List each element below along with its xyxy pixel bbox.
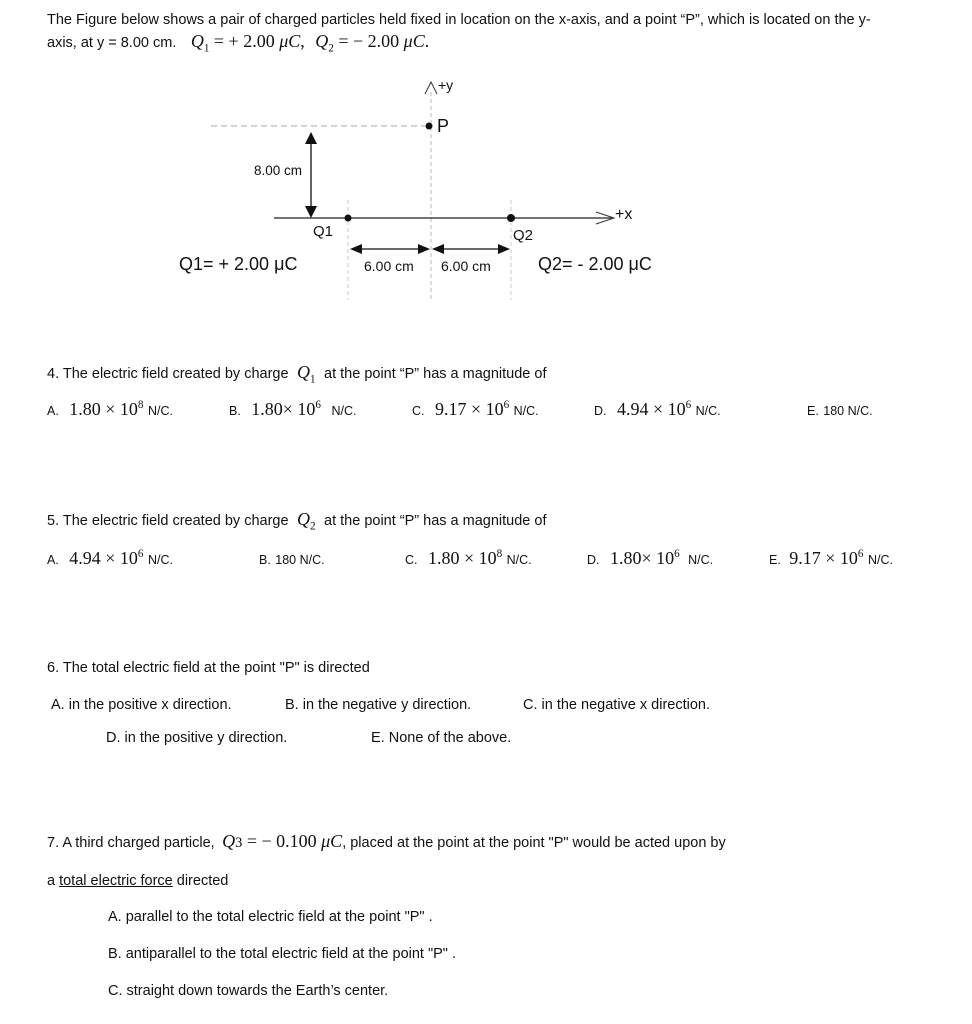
q7-option-b[interactable]: B. antiparallel to the total electric field at the point "P" . xyxy=(108,946,457,962)
q5-option-c[interactable]: C. $1.80 \times 10^8$ N/C. xyxy=(405,548,532,568)
q4-option-e[interactable]: E. 180 N/C. xyxy=(807,404,873,418)
q5-option-a[interactable]: A. $4.94 \times 10^6$ N/C. xyxy=(47,548,173,568)
q1-charge-label: Q1= + 2.00 μC xyxy=(179,254,298,274)
q4-option-c[interactable]: C. $9.17 \times 10^6$ N/C. xyxy=(412,399,539,419)
q5-option-b[interactable]: B. 180 N/C. xyxy=(259,553,325,567)
left-distance-arrow-l xyxy=(350,244,362,254)
intro-line-1: The Figure below shows a pair of charged particles held fixed in location on the x-axis, and a point “P”, which is located on the y- xyxy=(47,12,871,28)
q7-stem-line-2: a total electric force directed xyxy=(47,873,229,889)
q6-option-d[interactable]: D. in the positive y direction. xyxy=(106,730,288,746)
q1-dot xyxy=(345,215,352,222)
point-p-dot xyxy=(426,123,433,130)
left-distance-arrow-r xyxy=(418,244,430,254)
q7-stem: 7. A third charged particle, Q3 = − 0.100 μC, placed at the point at the point "P" would be acted upon by xyxy=(47,831,726,851)
total-electric-force-underlined: total electric force xyxy=(59,873,173,889)
q1-definition: $Q_1$ = + 2.00 μC, xyxy=(190,31,305,55)
q4-option-d[interactable]: D. $4.94 \times 10^6$ N/C. xyxy=(594,399,721,419)
plus-x-label: +x xyxy=(615,206,633,223)
q7-option-a[interactable]: A. parallel to the total electric field at the point "P" . xyxy=(108,909,433,925)
q4-option-a[interactable]: A. $1.80 \times 10^8$ N/C. xyxy=(47,399,173,419)
q2-dot xyxy=(507,214,515,222)
q5-stem: 5. The electric field created by charge $Q_2$ at the point “P” has a magnitude of xyxy=(47,509,547,533)
q6-option-e[interactable]: E. None of the above. xyxy=(371,730,512,746)
left-distance-label: 6.00 cm xyxy=(364,258,414,274)
q5-option-d[interactable]: D. $1.80\times 10^6$ N/C. xyxy=(587,548,714,568)
q6-option-b[interactable]: B. in the negative y direction. xyxy=(285,697,472,713)
intro-line-2-text: axis, at y = 8.00 cm. xyxy=(47,35,177,51)
q2-definition: $Q_2$ = − 2.00 μC. xyxy=(315,31,430,55)
height-arrow-down xyxy=(305,206,317,218)
q6-option-c[interactable]: C. in the negative x direction. xyxy=(523,697,710,713)
q6-option-a[interactable]: A. in the positive x direction. xyxy=(51,697,232,713)
q2-label: Q2 xyxy=(513,227,534,244)
q1-label: Q1 xyxy=(313,223,334,240)
q5-option-e[interactable]: E. $9.17 \times 10^6$ N/C. xyxy=(769,548,893,568)
q7-option-c[interactable]: C. straight down towards the Earth’s center. xyxy=(108,983,389,999)
height-label: 8.00 cm xyxy=(254,163,303,178)
right-distance-label: 6.00 cm xyxy=(441,258,491,274)
charge-diagram xyxy=(0,0,972,330)
q2-charge-label: Q2= - 2.00 μC xyxy=(538,254,652,274)
q4-stem: 4. The electric field created by charge $Q_1$ at the point “P” has a magnitude of xyxy=(47,362,547,386)
plus-y-label: +y xyxy=(438,77,454,93)
right-distance-arrow-l xyxy=(432,244,444,254)
q4-option-b[interactable]: B. $1.80\times 10^6$ N/C. xyxy=(229,399,357,419)
q6-stem: 6. The total electric field at the point "P" is directed xyxy=(47,660,370,676)
point-p-label: P xyxy=(437,116,450,136)
right-distance-arrow-r xyxy=(498,244,510,254)
height-arrow-up xyxy=(305,132,317,144)
